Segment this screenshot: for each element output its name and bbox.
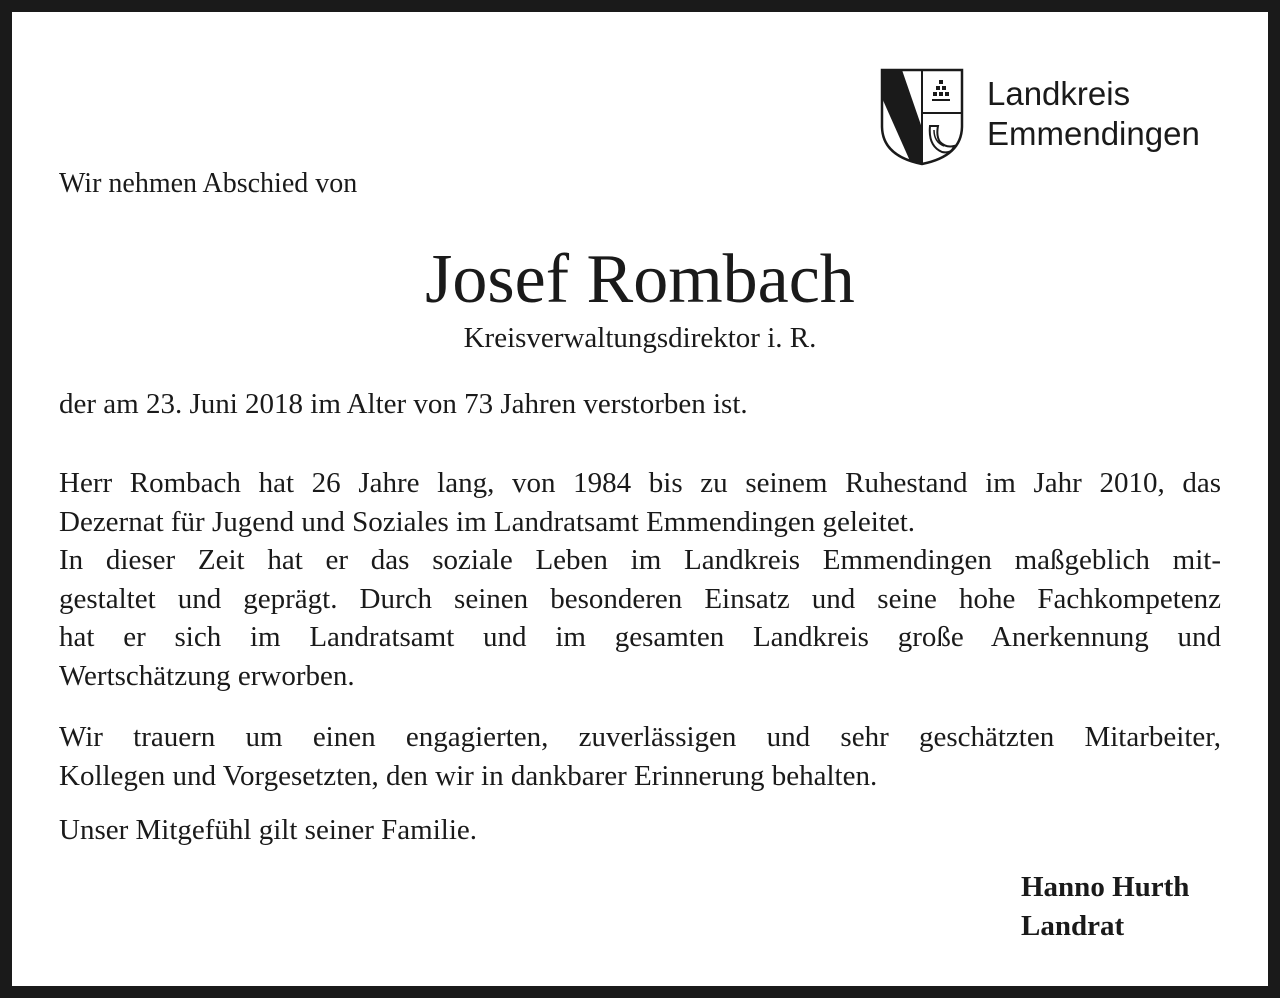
biography-line: Herr Rombach hat 26 Jahre lang, von 1984 bis zu seinem Ruhestand im Jahr 2010, das [59, 467, 1221, 499]
logo-line-1: Landkreis [987, 75, 1131, 112]
landkreis-logo [880, 68, 1240, 180]
signature-block [1021, 868, 1189, 946]
biography-paragraph [59, 464, 1221, 695]
condolence-text: Unser Mitgefühl gilt seiner Familie. [59, 814, 478, 846]
death-statement: der am 23. Juni 2018 im Alter von 73 Jahren verstorben ist. [59, 388, 748, 420]
deceased-role: Kreisverwaltungsdirektor i. R. [463, 322, 817, 354]
coat-of-arms-icon [880, 68, 980, 180]
mourning-line: Wir trauern um einen engagierten, zuverlässigen und sehr geschätzten Mitarbeiter, [59, 721, 1221, 753]
deceased-name: Josef Rombach [425, 241, 855, 318]
biography-line: hat er sich im Landratsamt und im gesamten Landkreis große Anerkennung und [59, 621, 1221, 653]
biography-line: In dieser Zeit hat er das soziale Leben im Landkreis Emmendingen maßgeblich mit- [59, 544, 1221, 576]
signatory-name: Hanno Hurth [1021, 871, 1190, 903]
logo-wordmark [987, 74, 1200, 154]
mourning-line: Kollegen und Vorgesetzten, den wir in dankbarer Erinnerung behalten. [59, 759, 878, 792]
mourning-paragraph [59, 718, 1221, 795]
signatory-title: Landrat [1021, 910, 1125, 942]
obituary-notice [12, 12, 1268, 986]
biography-line: Dezernat für Jugend und Soziales im Landratsamt Emmendingen geleitet. [59, 505, 916, 538]
intro-text: Wir nehmen Abschied von [59, 168, 358, 199]
logo-line-2: Emmendingen [987, 115, 1200, 152]
biography-line: gestaltet und geprägt. Durch seinen besonderen Einsatz und seine hohe Fachkompetenz [59, 582, 1221, 615]
biography-line: Wertschätzung erworben. [59, 659, 355, 692]
